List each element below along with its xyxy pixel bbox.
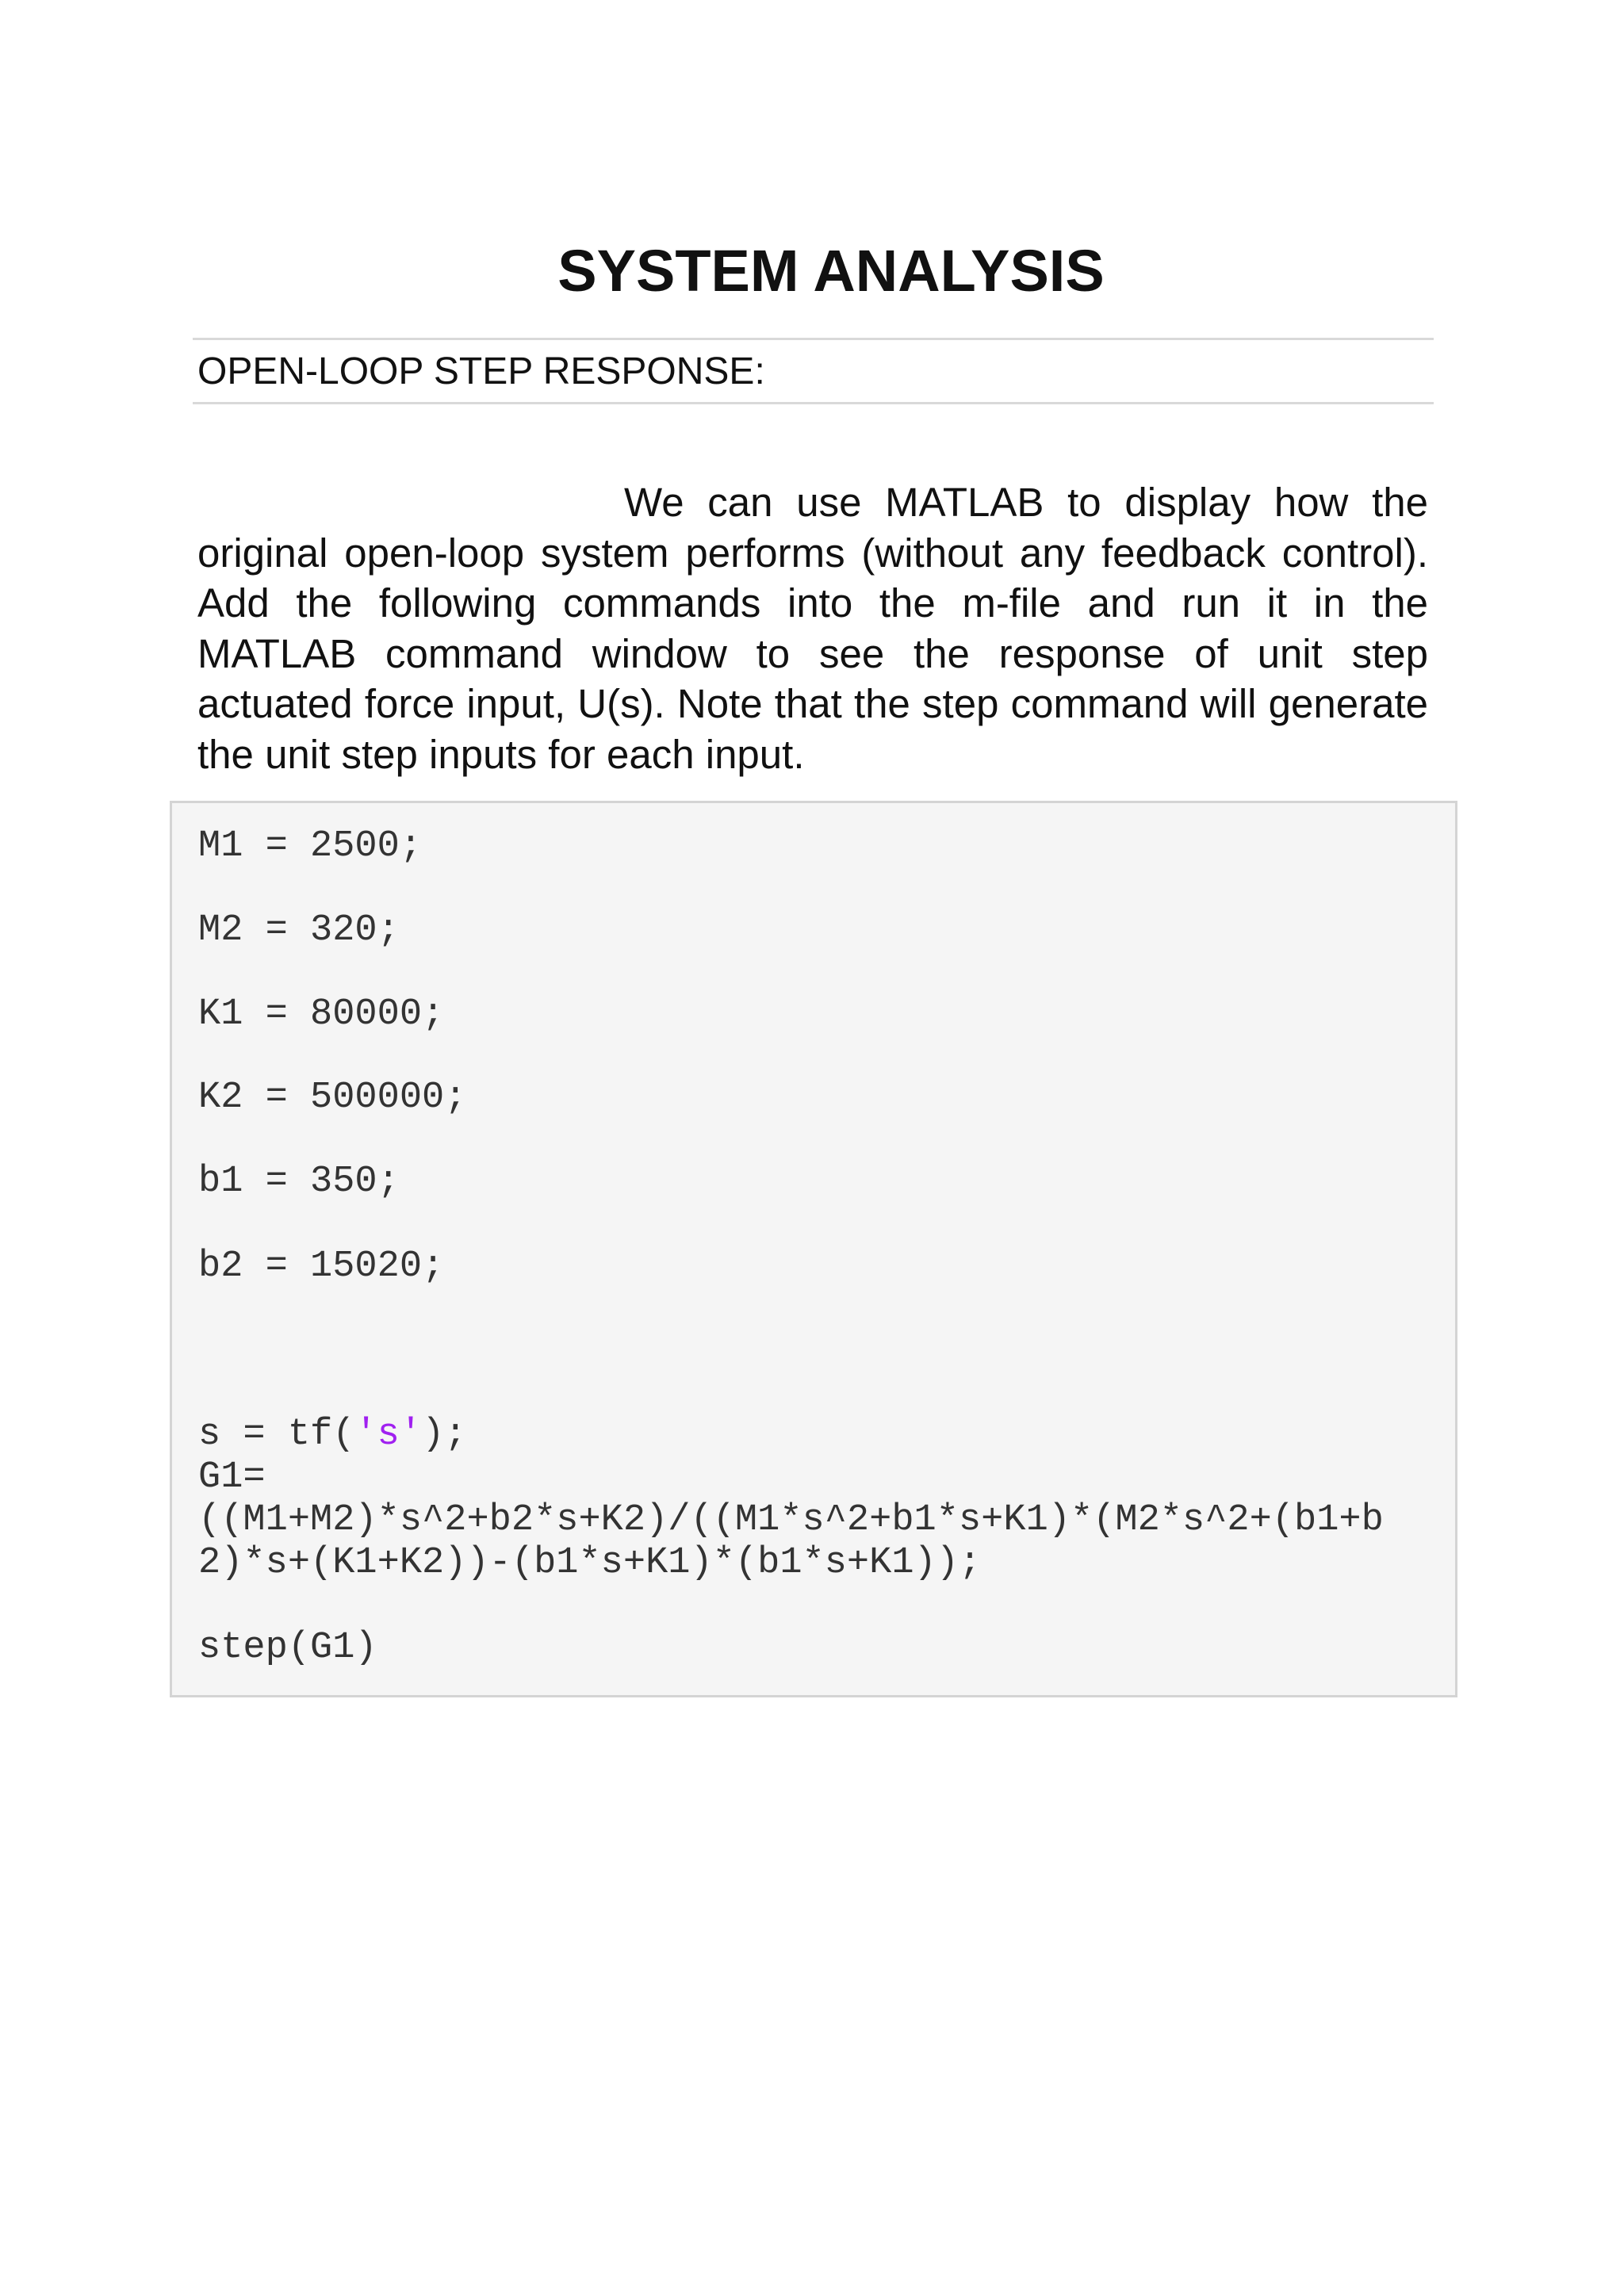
code-line-b1: b1 = 350; [198,1161,400,1203]
code-line-g1-expr-2: 2)*s+(K1+K2))-(b1*s+K1)*(b1*s+K1)); [198,1542,982,1584]
tf-string-literal: 's' [354,1414,423,1456]
section-heading: OPEN-LOOP STEP RESPONSE: [197,350,765,392]
code-line-m2: M2 = 320; [198,909,400,951]
page-title: SYSTEM ANALYSIS [557,238,1105,304]
tf-prefix: s = tf( [198,1414,355,1456]
code-line-tf [198,1414,466,1456]
tf-suffix: ); [422,1414,467,1456]
code-line-g1-label: G1= [198,1456,266,1498]
code-line-k2: K2 = 500000; [198,1077,467,1119]
section-header-bar [193,338,1434,404]
intro-paragraph: We can use MATLAB to display how the original open-loop system performs (without any feedback control). Add the following commands into the m-file and run it in the MATLAB command window to see the response of unit step actuated force input, U(s). Note that the step command will generate the unit step inputs for each input. [197,480,1428,777]
code-block [170,801,1457,1697]
code-line-m1: M1 = 2500; [198,825,423,867]
code-line-k1: K1 = 80000; [198,993,445,1035]
code-line-g1-expr-1: ((M1+M2)*s^2+b2*s+K2)/((M1*s^2+b1*s+K1)*(M2*s^2+(b1+b [198,1499,1384,1541]
code-line-b2: b2 = 15020; [198,1246,445,1288]
code-line-step: step(G1) [198,1627,377,1669]
